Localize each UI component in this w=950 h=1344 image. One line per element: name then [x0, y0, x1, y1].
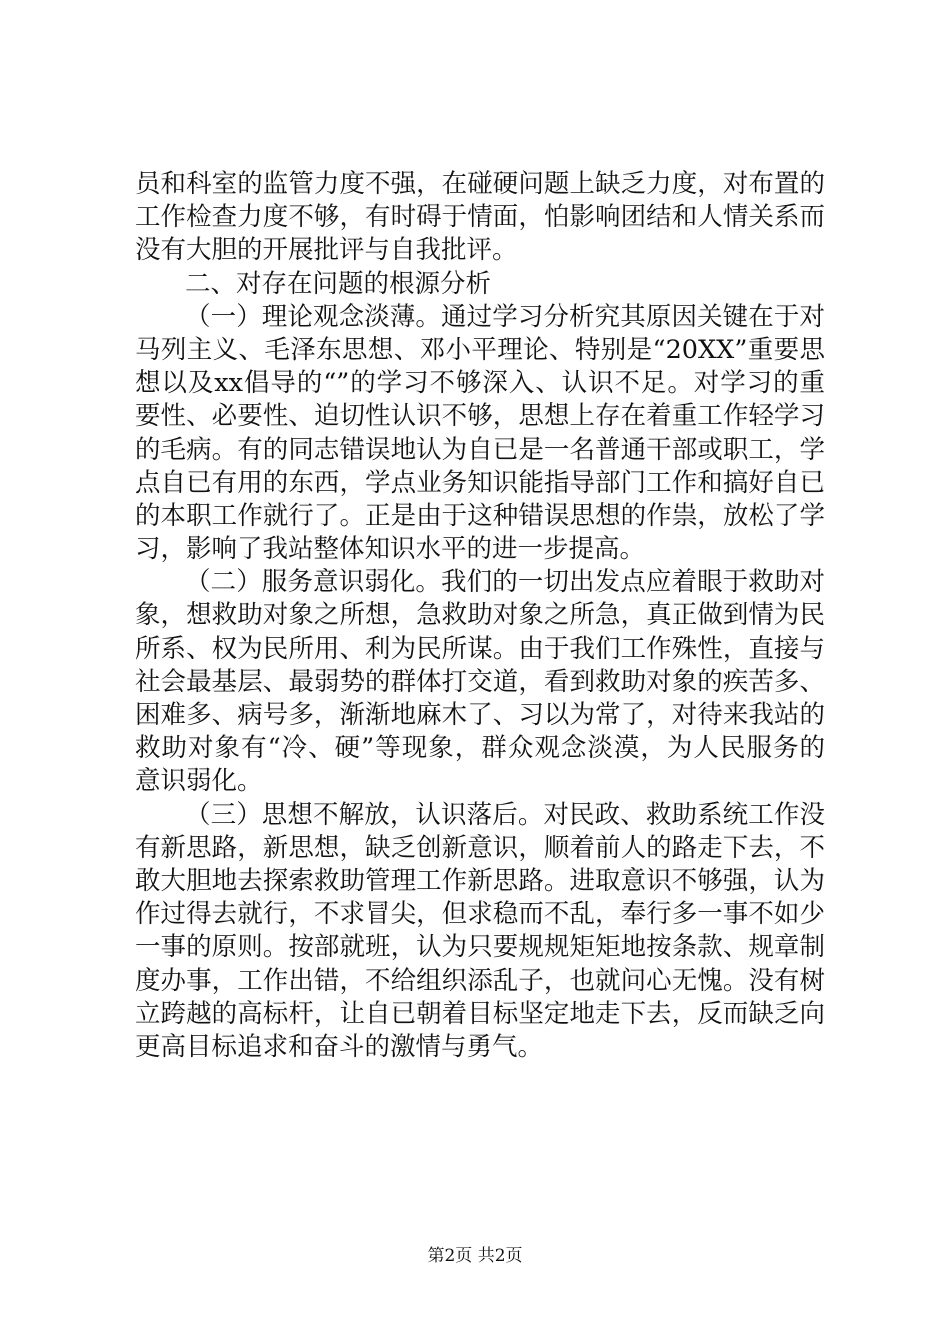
text-line-17: 困难多、病号多，渐渐地麻木了、习以为常了，对待来我站的	[135, 700, 825, 730]
text-line-10: 点自已有用的东西，学点业务知识能指导部门工作和搞好自已	[135, 467, 825, 498]
text-line-8: 要性、必要性、迫切性认识不够，思想上存在着重工作轻学习	[135, 401, 825, 432]
text-line-16: 社会最基层、最弱势的群体打交道，看到救助对象的疾苦多、	[135, 666, 825, 697]
page-number-label: 第2页 共2页	[427, 1246, 523, 1266]
section-heading: 二、对存在问题的根源分析	[185, 268, 492, 299]
text-line-23: 作过得去就行，不求冒尖，但求稳而不乱，奉行多一事不如少	[135, 899, 825, 930]
page-footer	[0, 1245, 950, 1267]
text-line-2: 工作检查力度不够，有时碍于情面，怕影响团结和人情关系而	[135, 202, 825, 233]
text-line-6: 马列主义、毛泽东思想、邓小平理论、特别是“20XX”重要思	[135, 334, 825, 365]
text-line-11: 的本职工作就行了。正是由于这种错误思想的作祟，放松了学	[135, 500, 825, 531]
text-line-27: 更高目标追求和奋斗的激情与勇气。	[135, 1031, 544, 1062]
text-line-21: 有新思路，新思想，缺乏创新意识，顺着前人的路走下去，不	[135, 832, 825, 863]
text-line-25: 度办事，工作出错，不给组织添乱子，也就问心无愧。没有树	[135, 965, 825, 996]
text-line-20: （三）思想不解放，认识落后。对民政、救助系统工作没	[185, 799, 825, 830]
text-line-15: 所系、权为民所用、利为民所谋。由于我们工作殊性，直接与	[135, 633, 825, 664]
text-line-19: 意识弱化。	[135, 766, 263, 797]
text-line-14: 象，想救助对象之所想，急救助对象之所急，真正做到情为民	[135, 600, 825, 631]
text-line-9: 的毛病。有的同志错误地认为自已是一名普通干部或职工，学	[135, 434, 825, 465]
text-line-18: 救助对象有“冷、硬”等现象，群众观念淡漠，为人民服务的	[135, 733, 825, 764]
text-line-5: （一）理论观念淡薄。通过学习分析究其原因关键在于对	[185, 301, 825, 332]
text-line-13: （二）服务意识弱化。我们的一切出发点应着眼于救助对	[185, 567, 825, 598]
text-line-7: 想以及xx倡导的“”的学习不够深入、认识不足。对学习的重	[135, 368, 825, 399]
text-line-1: 员和科室的监管力度不强，在碰硬问题上缺乏力度，对布置的	[135, 169, 825, 199]
text-line-3: 没有大胆的开展批评与自我批评。	[135, 235, 518, 266]
text-line-22: 敢大胆地去探索救助管理工作新思路。进取意识不够强，认为	[135, 865, 825, 896]
text-line-24: 一事的原则。按部就班，认为只要规规矩矩地按条款、规章制	[135, 932, 825, 963]
text-line-12: 习，影响了我站整体知识水平的进一步提高。	[135, 534, 646, 565]
text-line-26: 立跨越的高标杆，让自已朝着目标坚定地走下去，反而缺乏向	[135, 998, 825, 1029]
document-body	[135, 168, 825, 1064]
